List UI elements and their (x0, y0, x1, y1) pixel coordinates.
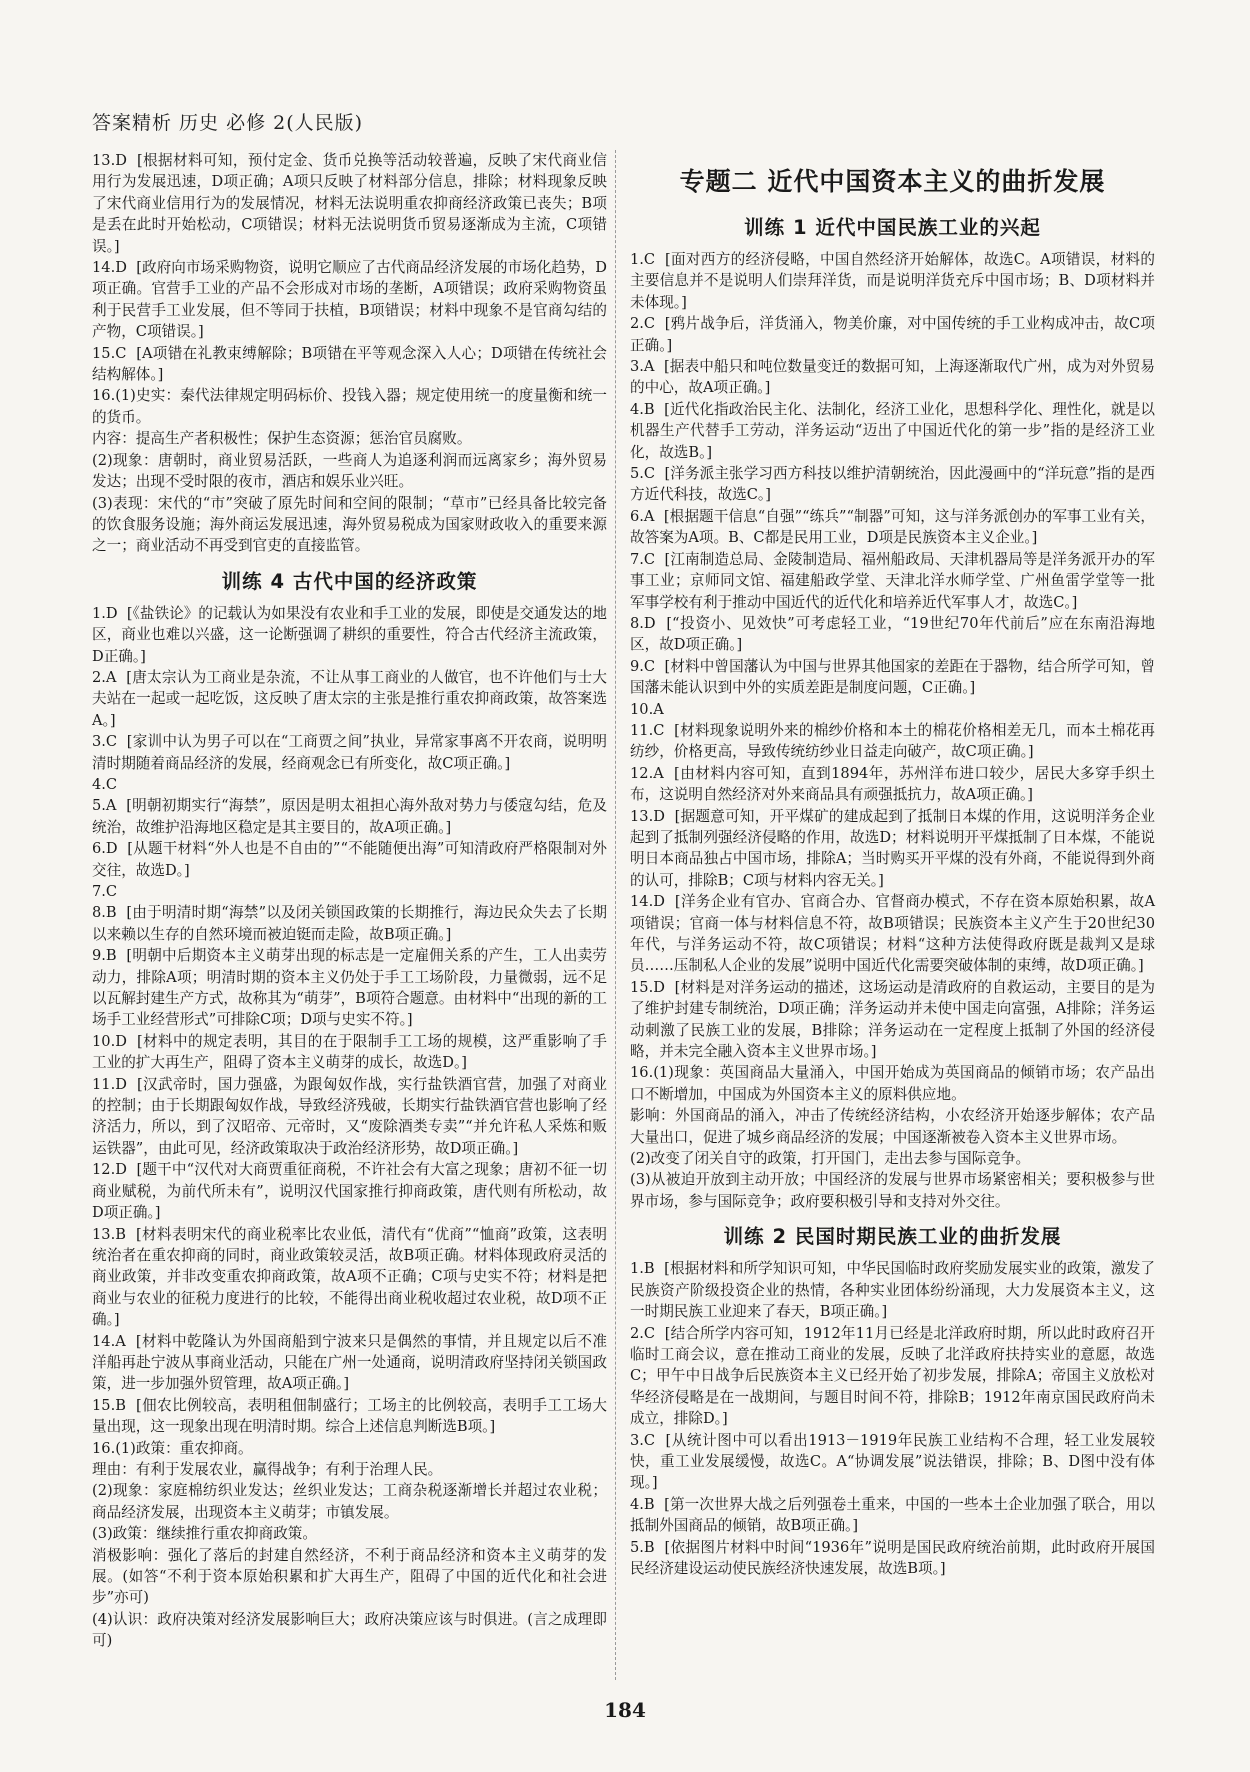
right-column (630, 150, 1155, 1579)
answer-item: 14.D [政府向市场采购物资，说明它顺应了古代商品经济发展的市场化趋势，D项正确。官营手工业的产品不会形成对市场的垄断，A项错误；政府采购物资虽利于民营手工业发展，但不等同于扶植，B项错误；材料中现象不是官商勾结的产物，C项错误。] (92, 259, 607, 341)
answer-item: 2.A [唐太宗认为工商业是杂流，不让从事工商业的人做官，也不许他们与士大夫站在一起或一起吃饭，这反映了唐太宗的主张是推行重农抑商政策，故答案选A。] (92, 668, 607, 729)
answer-item: 7.C [江南制造总局、金陵制造局、福州船政局、天津机器局等是洋务派开办的军事工业；京师同文馆、福建船政学堂、天津北洋水师学堂、广州鱼雷学堂等一批军事学校有利于推动中国近代的近代化和培养近代军事人才，故选C。] (630, 550, 1155, 611)
answer-item: 2.C [结合所学内容可知，1912年11月已经是北洋政府时期，所以此时政府召开临时工商会议，意在推动工商业的发展，反映了北洋政府扶持实业的意愿，故选C；甲午中日战争后民族资本主义已经开始了初步发展，排除A；帝国主义放松对华经济侵略是在一战期间，与题目时间不符，排除B；1912年南京国民政府尚未成立，排除D。] (630, 1324, 1155, 1428)
answer-item: 10.D [材料中的规定表明，其目的在于限制手工工场的规模，这严重影响了手工业的扩大再生产，阻碍了资本主义萌芽的成长，故选D。] (92, 1032, 607, 1072)
answer-item: 9.C [材料中曾国藩认为中国与世界其他国家的差距在于器物，结合所学可知，曾国藩未能认识到中外的实质差距是制度问题，C正确。] (630, 657, 1155, 697)
answer-item: 15.B [佃农比例较高，表明租佃制盛行；工场主的比例较高，表明手工工场大量出现，这一现象出现在明清时期。综合上述信息判断选B项。] (92, 1396, 607, 1436)
answer-item: 14.D [洋务企业有官办、官商合办、官督商办模式，不存在资本原始积累，故A项错误；官商一体与材料信息不符，故B项错误；民族资本主义产生于20世纪30年代，与洋务运动不符，故C项错误；材料“这种方法使得政府既是裁判又是球员……压制私人企业的发展”说明中国近代化需要突破体制的束缚，故D项正确。] (630, 893, 1155, 975)
answer-item: 4.B [第一次世界大战之后列强卷土重来，中国的一些本土企业加强了联合，用以抵制外国商品的倾销，故B项正确。] (630, 1495, 1155, 1535)
training-1-title: 训练 1 近代中国民族工业的兴起 (744, 216, 1041, 239)
training-4-title: 训练 4 古代中国的经济政策 (221, 569, 478, 593)
answer-item: 9.B [明朝中后期资本主义萌芽出现的标志是一定雇佣关系的产生，工人出卖劳动力，排除A项；明清时期的资本主义仍处于手工工场阶段，力量微弱，远不足以瓦解封建生产方式，故称其为“萌芽”，B项符合题意。由材料中“出现的新的工场手工业经营形式”可排除C项；D项与史实不符。] (92, 947, 607, 1029)
answer-item: 4.B [近代化指政治民主化、法制化，经济工业化，思想科学化、理性化，就是以机器生产代替手工劳动，洋务运动“迈出了中国近代化的第一步”指的是经济工业化，故选B。] (630, 400, 1155, 461)
answer-item: 15.C [A项错在礼教束缚解除；B项错在平等观念深入人心；D项错在传统社会结构解体。] (92, 344, 607, 384)
answer-item: 15.D [材料是对洋务运动的描述，这场运动是清政府的自救运动，主要目的是为了维护封建专制统治，D项正确；洋务运动并未使中国走向富强，A排除；洋务运动刺激了民族工业的发展，B排除；洋务运动在一定程度上抵制了外国的经济侵略，并未完全融入资本主义世界市场。] (630, 978, 1155, 1061)
answer-item: 16.(1)现象：英国商品大量涌入，中国开始成为英国商品的倾销市场；农产品出口不断增加，中国成为外国资本主义的原料供应地。 影响：外国商品的涌入，冲击了传统经济结构，小农经济开始逐步解体；农产品大量出口，促进了城乡商品经济的发展；中国逐渐被卷入资本主义世界市场。 (2)改变了闭关自守的政策，打开国门，走出去参与国际竞争。 (3)从被迫开放到主动开放；中国经济的发展与世界市场紧密相关；要积极参与世界市场，参与国际竞争；政府要积极引导和支持对外交往。 (630, 1064, 1155, 1210)
answer-item: 14.A [材料中乾隆认为外国商船到宁波来只是偶然的事情，并且规定以后不准洋船再赴宁波从事商业活动，只能在广州一处通商，说明清政府坚持闭关锁国政策，进一步加强外贸管理，故A项正确。] (92, 1332, 607, 1393)
page-number: 184 (604, 1698, 646, 1722)
answer-item: 12.A [由材料内容可知，直到1894年，苏州洋布进口较少，居民大多穿手织土布，这说明自然经济对外来商品具有顽强抵抗力，故A项正确。] (630, 764, 1155, 804)
training-2-title: 训练 2 民国时期民族工业的曲折发展 (723, 1225, 1062, 1249)
unit-title: 专题二 近代中国资本主义的曲折发展 (679, 167, 1106, 196)
answer-item: 2.C [鸦片战争后，洋货涌入，物美价廉，对中国传统的手工业构成冲击，故C项正确。] (630, 315, 1155, 354)
left-column (92, 150, 607, 1652)
answer-item: 1.B [根据材料和所学知识可知，中华民国临时政府奖励发展实业的政策，激发了民族资产阶级投资企业的热情，各种实业团体纷纷涌现，大力发展资本主义，这一时期民族工业迎来了春天，B项正确。] (630, 1260, 1155, 1321)
answer-item: 8.B [由于明清时期“海禁”以及闭关锁国政策的长期推行，海边民众失去了长期以来赖以生存的自然环境而被迫铤而走险，故B项正确。] (92, 904, 607, 943)
answers-block (92, 150, 607, 557)
answer-item: 1.D [《盐铁论》的记载认为如果没有农业和手工业的发展，即使是交通发达的地区，商业也难以兴盛，这一论断强调了耕织的重要性，符合古代经济主流政策，D正确。] (92, 604, 607, 665)
answer-item: 1.C [面对西方的经济侵略，中国自然经济开始解体，故选C。A项错误，材料的主要信息并不是说明人们崇拜洋货，而是说明洋货充斥中国市场；B、D项材料并未体现。] (630, 251, 1155, 311)
answer-item: 4.C (92, 775, 118, 793)
answer-item: 12.D [题干中“汉代对大商贾重征商税，不许社会有大富之现象；唐初不征一切商业赋税，为前代所未有”，说明汉代国家推行抑商政策，唐代则有所松动，故D项正确。] (92, 1161, 607, 1222)
answer-item: 6.A [根据题干信息“自强”“练兵”“制器”可知，这与洋务派创办的军事工业有关，故答案为A项。B、C都是民用工业，D项是民族资本主义企业。] (630, 507, 1155, 547)
answer-item: 6.D [从题干材料“外人也是不自由的”“不能随便出海”可知清政府严格限制对外交往，故选D。] (92, 840, 607, 879)
answer-item: 11.D [汉武帝时，国力强盛，为跟匈奴作战，实行盐铁酒官营，加强了对商业的控制；由于长期跟匈奴作战，导致经济残破，长期实行盐铁酒官营也影响了经济活力，所以，到了汉昭帝、元帝时，又“废除酒类专卖”“并允许私人采炼和贩运铁器”，由此可见，经济政策取决于政治经济形势，故D项正确。] (92, 1075, 607, 1157)
answer-item: 3.C [家训中认为男子可以在“工商贾之间”执业，异常家事离不开农商，说明明清时期随着商品经济的发展，经商观念已有所变化，故C项正确。] (92, 733, 607, 772)
answer-item: 5.C [洋务派主张学习西方科技以维护清朝统治，因此漫画中的“洋玩意”指的是西方近代科技，故选C。] (630, 465, 1155, 504)
column-divider (615, 150, 616, 1680)
answer-item: 7.C (92, 883, 118, 900)
page-header: 答案精析 历史 必修 2(人民版) (92, 112, 364, 134)
answer-item: 5.B [依据图片材料中时间“1936年”说明是国民政府统治前期，此时政府开展国民经济建设运动使民族经济快速发展，故选B项。] (630, 1538, 1155, 1577)
answer-item: 13.D [根据材料可知，预付定金、货币兑换等活动较普遍，反映了宋代商业信用行为发展迅速，D项正确；A项只反映了材料部分信息，排除；材料现象反映了宋代商业信用行为的发展情况，材料无法说明重农抑商经济政策已丧失；B项是丢在此时开始松动，C项错误；材料无法说明货币贸易逐渐成为主流，C项错误。] (92, 152, 607, 255)
answer-item: 8.D [“投资小、见效快”可考虑轻工业，“19世纪70年代前后”应在东南沿海地区，故D项正确。] (630, 614, 1155, 654)
answer-item: 13.D [据题意可知，开平煤矿的建成起到了抵制日本煤的作用，这说明洋务企业起到了抵制列强经济侵略的作用，故选D；材料说明开平煤抵制了日本煤，不能说明日本商品独占中国市场，排除A；当时购买开平煤的没有外商，不能说得到外商的认可，排除B；C项与材料内容无关。] (630, 807, 1155, 889)
answer-item: 16.(1)政策：重农抑商。 理由：有利于发展农业，赢得战争；有利于治理人民。 (2)现象：家庭棉纺织业发达；丝织业发达；工商杂税逐渐增长并超过农业税；商品经济发展，出现资本主义萌芽；市镇发展。 (3)政策：继续推行重农抑商政策。 消极影响：强化了落后的封建自然经济，不利于商品经济和资本主义萌芽的发展。(如答“不利于资本原始积累和扩大再生产，阻碍了中国的近代化和社会进步”亦可) (4)认识：政府决策对经济发展影响巨大；政府决策应该与时俱进。(言之成理即可) (92, 1439, 607, 1650)
answer-item: 10.A (630, 700, 664, 718)
answer-item: 13.B [材料表明宋代的商业税率比农业低，清代有“优商”“恤商”政策，这表明统治者在重农抑商的同时，商业政策较灵活，故B项正确。材料体现政府灵活的商业政策，并非改变重农抑商政策，故A项不正确；C项与史实不符；材料是把商业与农业的征税力度进行的比较，不能得出商业税收超过农业税，故D项不正确。] (92, 1225, 607, 1329)
answer-item: 5.A [明朝初期实行“海禁”，原因是明太祖担心海外敌对势力与倭寇勾结，危及统治，故维护沿海地区稳定是其主要目的，故A项正确。] (92, 797, 607, 836)
answer-item: 3.C [从统计图中可以看出1913－1919年民族工业结构不合理，轻工业发展较快，重工业发展缓慢，故选C。A“协调发展”说法错误，排除；B、D图中没有体现。] (630, 1431, 1155, 1492)
answer-item: 11.C [材料现象说明外来的棉纱价格和本土的棉花价格相差无几，而本土棉花再纺纱，价格更高，导致传统纺纱业日益走向破产，故C项正确。] (630, 721, 1155, 761)
answer-item: 16.(1)史实：秦代法律规定明码标价、投钱入器；规定使用统一的度量衡和统一的货币。 内容：提高生产者积极性；保护生态资源；惩治官员腐败。 (2)现象：唐朝时，商业贸易活跃，一些商人为追逐利润而远离家乡；海外贸易发达；出现不受时限的夜市，酒店和娱乐业兴旺。 (3)表现：宋代的“市”突破了原先时间和空间的限制；“草市”已经具备比较完备的饮食服务设施；海外商运发展迅速，海外贸易税成为国家财政收入的重要来源之一；商业活动不再受到官吏的直接监管。 (92, 387, 607, 555)
answers-block (630, 249, 1155, 1212)
answer-item: 3.A [据表中船只和吨位数量变迁的数据可知，上海逐渐取代广州，成为对外贸易的中心，故A项正确。] (630, 358, 1155, 397)
answers-block (92, 603, 607, 1652)
answers-block (630, 1258, 1155, 1579)
